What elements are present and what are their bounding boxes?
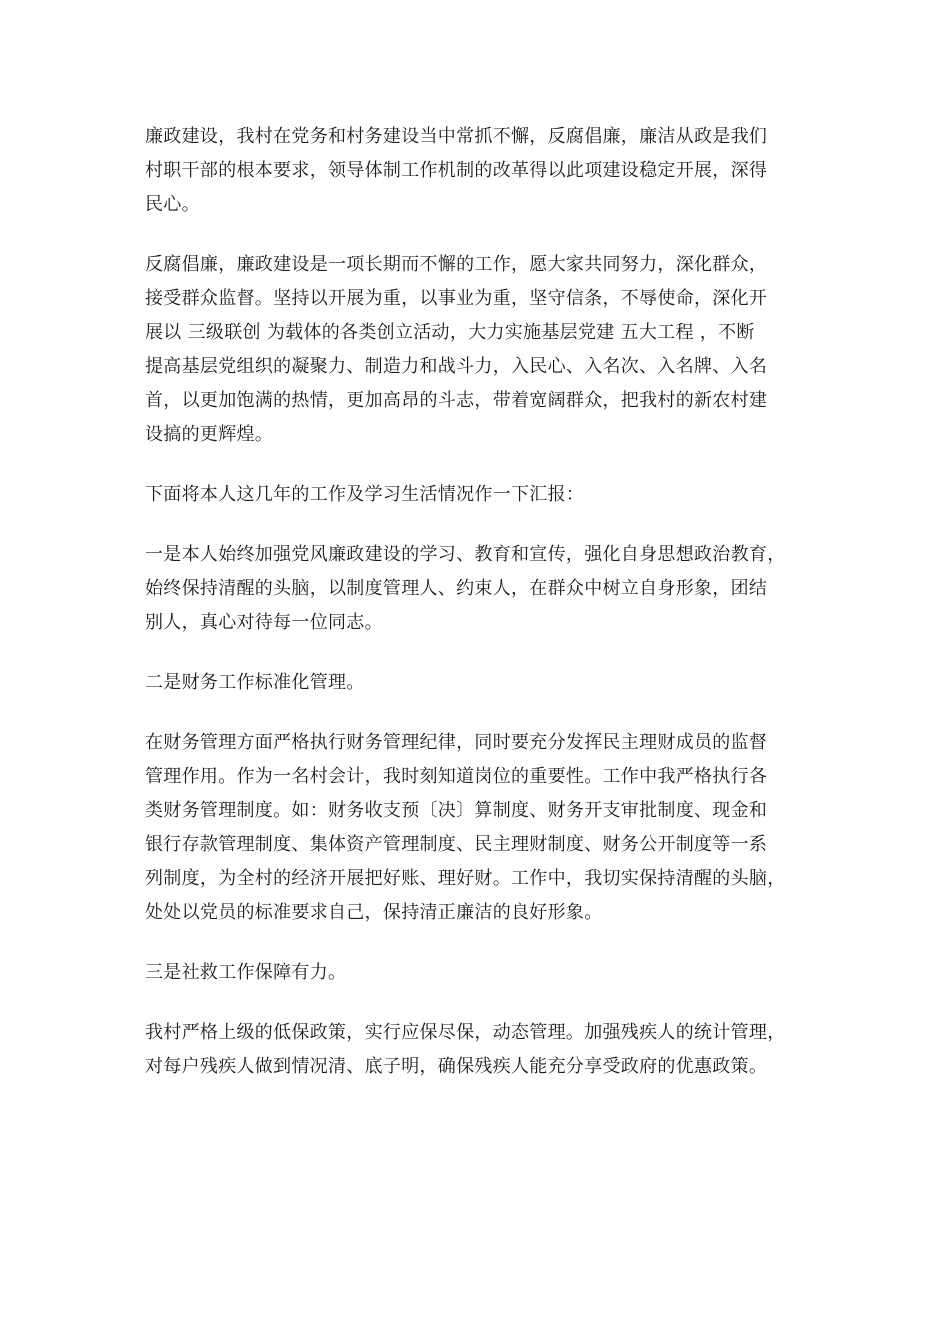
text-line: 提高基层党组织的凝聚力、制造力和战斗力，入民心、入名次、入名牌、入名 xyxy=(145,356,768,377)
text-line: 村职干部的根本要求，领导体制工作机制的改革得以此项建设稳定开展，深得 xyxy=(145,160,768,181)
paragraph-1 xyxy=(145,120,835,222)
text-line: 首，以更加饱满的热情，更加高昂的斗志，带着宽阔群众，把我村的新农村建 xyxy=(145,390,768,411)
text-line: 下面将本人这几年的工作及学习生活情况作一下汇报： xyxy=(145,484,585,505)
text-line: 类财务管理制度。如：财务收支预〔决〕算制度、财务开支审批制度、现金和 xyxy=(145,800,768,821)
text-line: 民心。 xyxy=(145,194,200,215)
text-line: 二是财务工作标准化管理。 xyxy=(145,672,365,693)
paragraph-7 xyxy=(145,956,835,990)
paragraph-6 xyxy=(145,726,835,930)
paragraph-3 xyxy=(145,478,835,512)
document-page xyxy=(145,120,835,1110)
text-line: 列制度，为全村的经济开展把好账、理好财。工作中，我切实保持清醒的头脑， xyxy=(145,868,786,889)
text-line: 对每户残疾人做到情况清、底子明，确保残疾人能充分享受政府的优惠政策。 xyxy=(145,1056,768,1077)
paragraph-5 xyxy=(145,666,835,700)
paragraph-2 xyxy=(145,248,835,452)
text-line: 始终保持清醒的头脑，以制度管理人、约束人，在群众中树立自身形象，团结 xyxy=(145,578,768,599)
text-line: 设搞的更辉煌。 xyxy=(145,424,274,445)
text-line: 处处以党员的标准要求自己，保持清正廉洁的良好形象。 xyxy=(145,902,603,923)
text-line: 廉政建设，我村在党务和村务建设当中常抓不懈，反腐倡廉，廉洁从政是我们 xyxy=(145,126,768,147)
text-line: 银行存款管理制度、集体资产管理制度、民主理财制度、财务公开制度等一系 xyxy=(145,834,768,855)
text-line: 展以 三级联创 为载体的各类创立活动，大力实施基层党建 五大工程 ，不断 xyxy=(145,322,755,343)
text-line: 接受群众监督。坚持以开展为重，以事业为重，坚守信条，不辱使命，深化开 xyxy=(145,288,768,309)
text-line: 管理作用。作为一名村会计，我时刻知道岗位的重要性。工作中我严格执行各 xyxy=(145,766,768,787)
text-line: 我村严格上级的低保政策，实行应保尽保，动态管理。加强残疾人的统计管理， xyxy=(145,1022,786,1043)
text-line: 三是社救工作保障有力。 xyxy=(145,962,347,983)
text-line: 别人，真心对待每一位同志。 xyxy=(145,612,383,633)
paragraph-4 xyxy=(145,538,835,640)
text-line: 反腐倡廉，廉政建设是一项长期而不懈的工作，愿大家共同努力，深化群众， xyxy=(145,254,768,275)
text-line: 在财务管理方面严格执行财务管理纪律，同时要充分发挥民主理财成员的监督 xyxy=(145,732,768,753)
paragraph-8 xyxy=(145,1016,835,1084)
text-line: 一是本人始终加强党风廉政建设的学习、教育和宣传，强化自身思想政治教育， xyxy=(145,544,786,565)
